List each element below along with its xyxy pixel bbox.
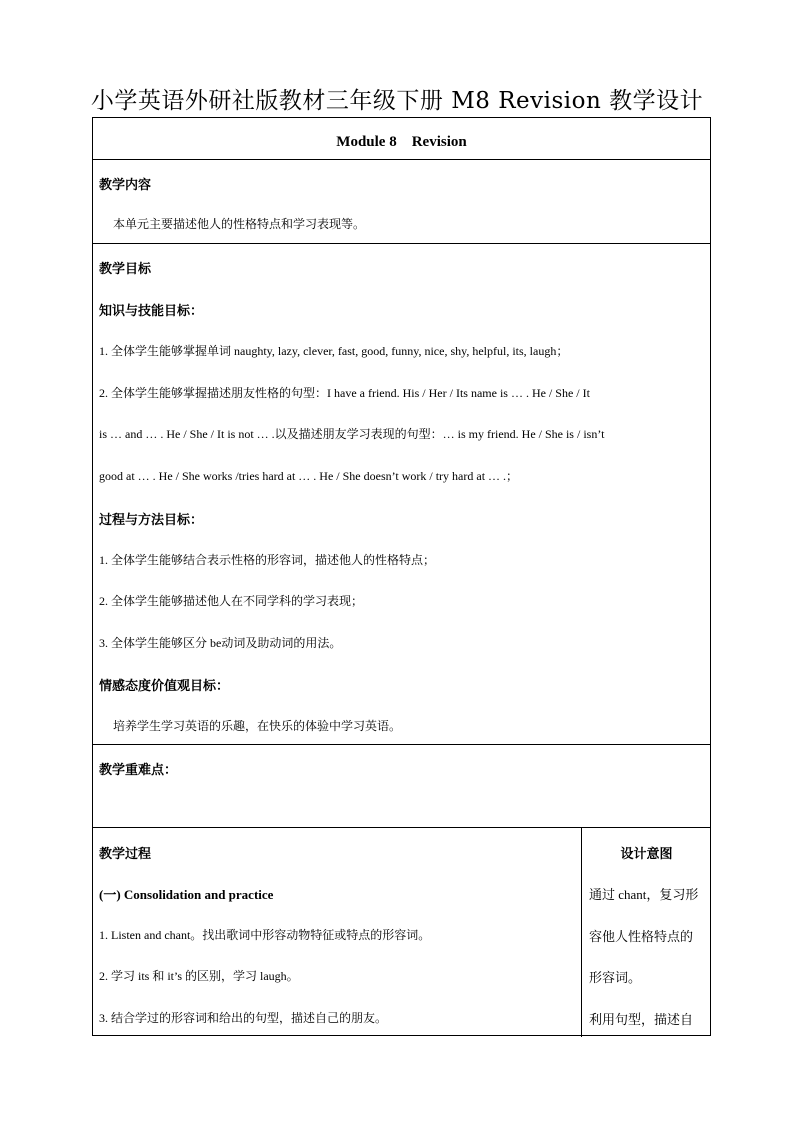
module-heading: Module 8 Revision	[336, 134, 467, 150]
process-method-heading: 过程与方法目标：	[99, 512, 204, 527]
knowledge-item-2-line-2: is … and … . He / She / It is not … .以及描述朋友学习表现的句型：… is my friend. He / She is / isn’t	[99, 427, 605, 441]
lesson-plan-table	[92, 117, 711, 1036]
process-heading: 教学过程	[99, 846, 152, 861]
objectives-heading: 教学目标	[99, 261, 152, 276]
key-points-row	[93, 745, 710, 828]
content-row	[93, 160, 710, 244]
knowledge-heading: 知识与技能目标：	[99, 303, 204, 318]
design-intent-line-3: 形容词。	[589, 970, 642, 985]
process-item-2: 2. 全体学生能够描述他人在不同学科的学习表现；	[99, 594, 364, 608]
process-step-2: 2. 学习 its 和 it’s 的区别，学习 laugh。	[99, 969, 299, 983]
knowledge-item-2-line-1: 2. 全体学生能够掌握描述朋友性格的句型：I have a friend. His / Her / Its name is … . He / She / It	[99, 386, 590, 400]
emotion-text: 培养学生学习英语的乐趣，在快乐的体验中学习英语。	[113, 719, 402, 733]
process-step-1: 1. Listen and chant。找出歌词中形容动物特征或特点的形容词。	[99, 928, 431, 942]
content-text: 本单元主要描述他人的性格特点和学习表现等。	[113, 217, 366, 231]
key-points-heading: 教学重难点：	[99, 762, 178, 777]
document-title: 小学英语外研社版教材三年级下册 M8 Revision 教学设计	[90, 88, 704, 114]
objectives-row	[93, 244, 710, 745]
process-section-1: (一) Consolidation and practice	[99, 887, 274, 902]
design-intent-line-4: 利用句型，描述自	[589, 1012, 694, 1027]
process-row	[93, 828, 710, 1037]
module-row	[93, 118, 710, 160]
design-intent-heading: 设计意图	[620, 847, 673, 862]
process-item-3: 3. 全体学生能够区分 be动词及助动词的用法。	[99, 636, 342, 650]
design-intent-line-2: 容他人性格特点的	[589, 929, 694, 944]
process-item-1: 1. 全体学生能够结合表示性格的形容词，描述他人的性格特点；	[99, 553, 436, 567]
process-step-3: 3. 结合学过的形容词和给出的句型，描述自己的朋友。	[99, 1011, 388, 1025]
emotion-heading: 情感态度价值观目标：	[99, 678, 230, 693]
design-intent-line-1: 通过 chant，复习形	[589, 887, 699, 902]
content-heading: 教学内容	[99, 177, 152, 192]
knowledge-item-1: 1. 全体学生能够掌握单词 naughty, lazy, clever, fast, good, funny, nice, shy, helpful, its, laugh；	[99, 344, 569, 358]
knowledge-item-2-line-3: good at … . He / She works /tries hard at … . He / She doesn’t work / try hard at … .；	[99, 469, 519, 483]
